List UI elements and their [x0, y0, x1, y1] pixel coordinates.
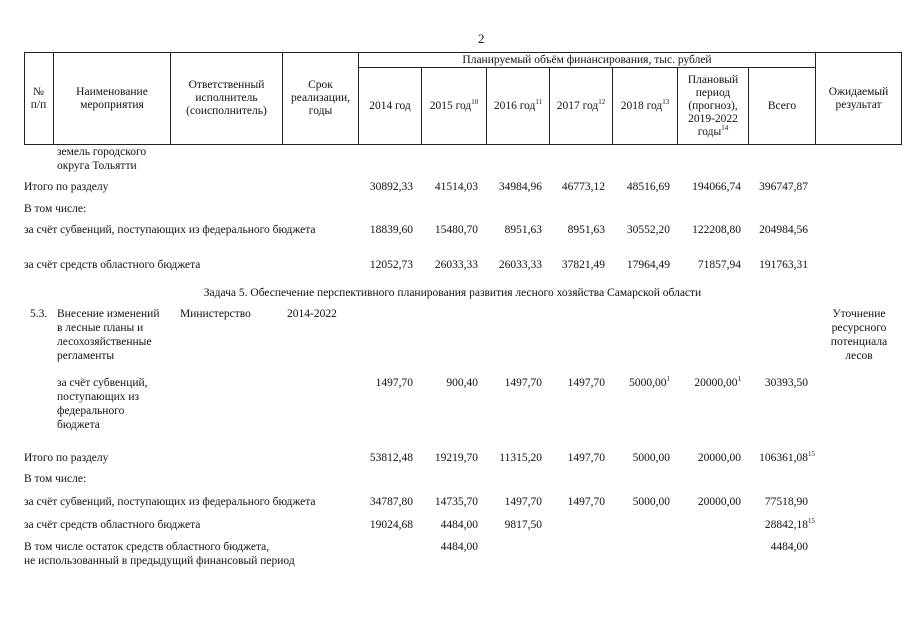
item-number: 5.3.	[30, 308, 48, 320]
value-2014: 19024,68	[369, 519, 413, 531]
header-total: Всего	[767, 99, 797, 112]
value-2018: 30552,20	[626, 224, 670, 236]
value-2018: 5000,00	[632, 496, 670, 508]
value-2017: 1497,70	[567, 377, 605, 389]
value-2015: 14735,70	[434, 496, 478, 508]
header-year-2017: 2017 год$^{12}$	[556, 97, 606, 112]
value-2017: 1497,70	[567, 496, 605, 508]
value-plan: 20000,00	[697, 496, 741, 508]
value-plan: 20000,00	[697, 452, 741, 464]
value-2015: 26033,33	[434, 259, 478, 271]
value-total: 204984,56	[759, 224, 808, 236]
value-2016: 1497,70	[504, 377, 542, 389]
value-2018: 5000,00	[632, 452, 670, 464]
value-plan: 122208,80	[692, 224, 741, 236]
value-2017: 8951,63	[567, 224, 605, 236]
value-2018: 5000,00$^1$	[629, 375, 670, 389]
header-year-2014: 2014 год	[369, 99, 411, 112]
item-name-continued: земель городского округа Тольятти	[57, 146, 147, 172]
row-label: Итого по разделу	[24, 452, 109, 464]
value-2016: 34984,96	[498, 181, 542, 193]
row-label-line-2: не использованный в предыдущий финансовый период	[24, 555, 295, 567]
row-label: за счёт субвенций, поступающих из федерального бюджета	[24, 496, 316, 508]
row-label: Итого по разделу	[24, 181, 109, 193]
value-2014: 53812,48	[369, 452, 413, 464]
value-2014: 34787,80	[369, 496, 413, 508]
row-label: за счёт средств областного бюджета	[24, 519, 201, 531]
item-term: 2014-2022	[287, 308, 337, 320]
value-2014: 30892,33	[369, 181, 413, 193]
value-total: 77518,90	[764, 496, 808, 508]
value-2016: 11315,20	[499, 452, 542, 464]
row-label: за счёт средств областного бюджета	[24, 259, 201, 271]
value-2014: 1497,70	[375, 377, 413, 389]
header-plan-period: Плановый период (прогноз), 2019-2022 годы$^{14}$	[687, 73, 739, 138]
value-2015: 900,40	[446, 377, 478, 389]
value-2015: 15480,70	[434, 224, 478, 236]
value-2016: 9817,50	[504, 519, 542, 531]
item-executor: Министерство	[180, 308, 251, 320]
header-col-term: Срок реализации, годы	[290, 79, 351, 117]
value-total: 191763,31	[759, 259, 808, 271]
value-2017: 1497,70	[567, 452, 605, 464]
value-2018: 17964,49	[626, 259, 670, 271]
value-2015: 4484,00	[440, 519, 478, 531]
value-total: 28842,18$^{15}$	[764, 517, 815, 531]
value-total: 4484,00	[770, 541, 808, 553]
value-total: 396747,87	[759, 181, 808, 193]
header-col-executor: Ответственный исполнитель (соисполнитель)	[186, 79, 267, 117]
value-2016: 1497,70	[504, 496, 542, 508]
value-total: 30393,50	[764, 377, 808, 389]
header-expected-result: Ожидаемый результат	[828, 85, 889, 111]
task5-title: Задача 5. Обеспечение перспективного планирования развития лесного хозяйства Самарской области	[203, 287, 702, 299]
item-expected-result: Уточнение ресурсного потенциала лесов	[830, 308, 888, 362]
row-label: за счёт субвенций, поступающих из федерального бюджета	[57, 377, 148, 431]
value-total: 106361,08$^{15}$	[759, 450, 815, 464]
value-2016: 8951,63	[504, 224, 542, 236]
value-plan: 20000,00$^1$	[694, 375, 741, 389]
page-number: 2	[478, 31, 485, 46]
value-2017: 37821,49	[561, 259, 605, 271]
task5-including-label: В том числе:	[24, 473, 87, 485]
value-plan: 71857,94	[697, 259, 741, 271]
row-label: за счёт субвенций, поступающих из федерального бюджета	[24, 224, 316, 236]
value-2016: 26033,33	[498, 259, 542, 271]
header-year-2016: 2016 год$^{11}$	[493, 97, 543, 112]
header-col-funding: Планируемый объём финансирования, тыс. рублей	[462, 53, 712, 66]
section4-including-label: В том числе:	[24, 203, 87, 215]
value-2015: 4484,00	[440, 541, 478, 553]
value-2015: 19219,70	[434, 452, 478, 464]
value-2017: 46773,12	[561, 181, 605, 193]
row-label-line-1: В том числе остаток средств областного бюджета,	[24, 541, 270, 553]
header-year-2018: 2018 год$^{13}$	[620, 97, 670, 112]
value-2014: 12052,73	[369, 259, 413, 271]
value-2015: 41514,03	[434, 181, 478, 193]
header-year-2015: 2015 год$^{10}$	[429, 97, 479, 112]
header-col-name: Наименование мероприятия	[76, 85, 148, 111]
item-name: Внесение изменений в лесные планы и лесохозяйственные регламенты	[57, 308, 160, 362]
header-col-number: № п/п	[30, 85, 47, 111]
value-2014: 18839,60	[369, 224, 413, 236]
value-2018: 48516,69	[626, 181, 670, 193]
value-plan: 194066,74	[692, 181, 741, 193]
